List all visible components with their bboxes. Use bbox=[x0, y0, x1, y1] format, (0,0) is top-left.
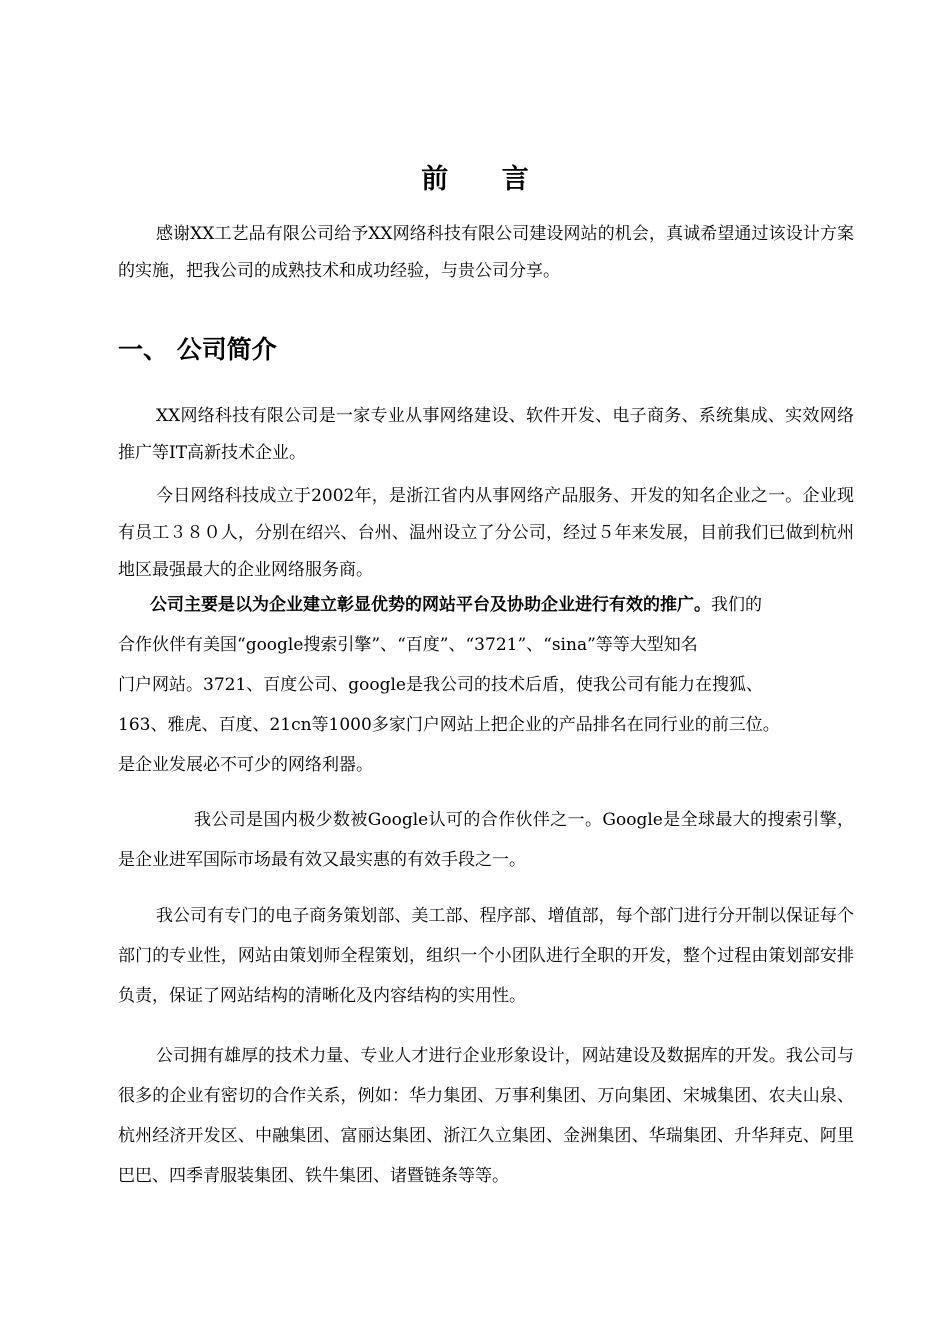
intro-paragraph-5: 我公司有专门的电子商务策划部、美工部、程序部、增值部，每个部门进行分开制以保证每个部门的专业性，网站由策划师全程策划，组织一个小团队进行全职的开发，整个过程由策划部安排负责，保证了网站结构的清晰化及内容结构的实用性。 bbox=[118, 906, 854, 1006]
intro-paragraph-3-line-3: 门户网站。3721、百度公司、google是我公司的技术后盾，使我公司有能力在搜狐、 bbox=[118, 675, 763, 695]
section-heading-company-intro: 一、 公司简介 bbox=[118, 335, 277, 364]
intro-paragraph-3 bbox=[118, 585, 854, 785]
intro-paragraph-2: 今日网络科技成立于2002年，是浙江省内从事网络产品服务、开发的知名企业之一。企业现有员工３８０人，分别在绍兴、台州、温州设立了分公司，经过５年来发展，目前我们已做到杭州地区最强最大的企业网络服务商。 bbox=[118, 486, 854, 580]
intro-paragraph-3-bold: 公司主要是以为企业建立彰显优势的网站平台及协助企业进行有效的推广。 bbox=[150, 595, 711, 615]
intro-paragraph-3-line-1: 我们的 bbox=[711, 595, 762, 615]
intro-paragraph-3-line-2: 合作伙伴有美国“google搜索引擎”、“百度”、“3721”、“sina”等等大型知名 bbox=[118, 635, 698, 655]
intro-paragraph-3-line-5: 是企业发展必不可少的网络利器。 bbox=[118, 755, 373, 775]
page-title: 前 言 bbox=[421, 164, 551, 195]
preface-paragraph: 感谢XX工艺品有限公司给予XX网络科技有限公司建设网站的机会，真诚希望通过该设计方案的实施，把我公司的成熟技术和成功经验，与贵公司分享。 bbox=[118, 224, 854, 281]
intro-paragraph-6: 公司拥有雄厚的技术力量、专业人才进行企业形象设计，网站建设及数据库的开发。我公司与很多的企业有密切的合作关系，例如：华力集团、万事利集团、万向集团、宋城集团、农夫山泉、杭州经济开发区、中融集团、富丽达集团、浙江久立集团、金洲集团、华瑞集团、升华拜克、阿里巴巴、四季青服装集团、铁牛集团、诸暨链条等等。 bbox=[118, 1046, 854, 1186]
intro-paragraph-3-line-4: 163、雅虎、百度、21cn等1000多家门户网站上把企业的产品排名在同行业的前三位。 bbox=[118, 715, 780, 735]
intro-paragraph-4: 我公司是国内极少数被Google认可的合作伙伴之一。Google是全球最大的搜索引擎，是企业进军国际市场最有效又最实惠的有效手段之一。 bbox=[118, 810, 854, 870]
intro-paragraph-1: XX网络科技有限公司是一家专业从事网络建设、软件开发、电子商务、系统集成、实效网络推广等IT高新技术企业。 bbox=[118, 406, 854, 463]
